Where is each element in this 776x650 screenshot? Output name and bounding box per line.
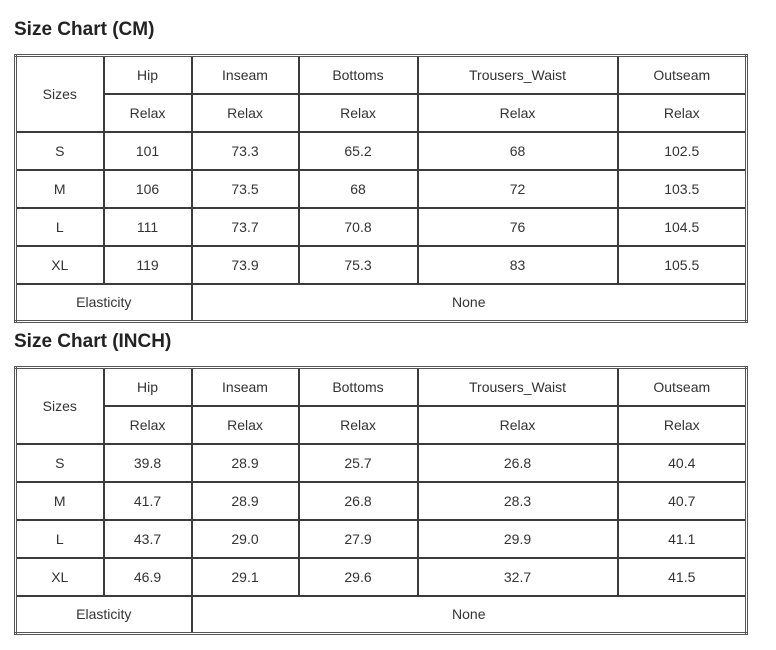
size-chart-cm-section (14, 18, 711, 311)
table-row (16, 444, 747, 482)
header-bottoms: Bottoms (299, 368, 418, 406)
subheader-relax: Relax (418, 94, 618, 132)
elasticity-label: Elasticity (16, 284, 192, 322)
bottoms-cell: 65.2 (299, 132, 418, 170)
header-sizes: Sizes (16, 56, 104, 132)
table-subheader-row (16, 94, 747, 132)
size-chart-inch-title: Size Chart (INCH) (14, 331, 172, 352)
inseam-cell: 28.9 (192, 482, 299, 520)
header-inseam: Inseam (192, 368, 299, 406)
size-cell: L (16, 520, 104, 558)
size-chart-cm-title: Size Chart (CM) (14, 19, 155, 40)
trousers-waist-cell: 26.8 (418, 444, 618, 482)
outseam-cell: 41.5 (618, 558, 747, 596)
elasticity-value: None (192, 284, 747, 322)
outseam-cell: 102.5 (618, 132, 747, 170)
subheader-relax: Relax (192, 94, 299, 132)
trousers-waist-cell: 68 (418, 132, 618, 170)
outseam-cell: 103.5 (618, 170, 747, 208)
subheader-relax: Relax (618, 94, 747, 132)
hip-cell: 46.9 (104, 558, 192, 596)
size-cell: M (16, 482, 104, 520)
elasticity-label: Elasticity (16, 596, 192, 634)
header-trousers-waist: Trousers_Waist (418, 56, 618, 94)
table-row (16, 132, 747, 170)
subheader-relax: Relax (104, 406, 192, 444)
elasticity-value: None (192, 596, 747, 634)
outseam-cell: 105.5 (618, 246, 747, 284)
elasticity-row (16, 284, 747, 322)
table-header-row (16, 368, 747, 406)
bottoms-cell: 29.6 (299, 558, 418, 596)
size-cell: M (16, 170, 104, 208)
trousers-waist-cell: 32.7 (418, 558, 618, 596)
bottoms-cell: 75.3 (299, 246, 418, 284)
trousers-waist-cell: 29.9 (418, 520, 618, 558)
subheader-relax: Relax (299, 94, 418, 132)
outseam-cell: 40.4 (618, 444, 747, 482)
hip-cell: 101 (104, 132, 192, 170)
size-chart-cm-table (14, 54, 748, 323)
header-bottoms: Bottoms (299, 56, 418, 94)
inseam-cell: 73.9 (192, 246, 299, 284)
trousers-waist-cell: 83 (418, 246, 618, 284)
bottoms-cell: 70.8 (299, 208, 418, 246)
trousers-waist-cell: 76 (418, 208, 618, 246)
subheader-relax: Relax (104, 94, 192, 132)
subheader-relax: Relax (192, 406, 299, 444)
table-row (16, 208, 747, 246)
size-chart-inch-section (14, 330, 711, 623)
header-outseam: Outseam (618, 368, 747, 406)
table-row (16, 482, 747, 520)
header-hip: Hip (104, 368, 192, 406)
size-chart-inch-table (14, 366, 748, 635)
inseam-cell: 28.9 (192, 444, 299, 482)
table-header-row (16, 56, 747, 94)
table-row (16, 558, 747, 596)
inseam-cell: 73.3 (192, 132, 299, 170)
size-cell: L (16, 208, 104, 246)
header-hip: Hip (104, 56, 192, 94)
hip-cell: 39.8 (104, 444, 192, 482)
inseam-cell: 29.1 (192, 558, 299, 596)
bottoms-cell: 25.7 (299, 444, 418, 482)
header-inseam: Inseam (192, 56, 299, 94)
trousers-waist-cell: 72 (418, 170, 618, 208)
subheader-relax: Relax (618, 406, 747, 444)
table-row (16, 246, 747, 284)
table-row (16, 170, 747, 208)
table-subheader-row (16, 406, 747, 444)
hip-cell: 111 (104, 208, 192, 246)
outseam-cell: 104.5 (618, 208, 747, 246)
size-cell: S (16, 132, 104, 170)
subheader-relax: Relax (299, 406, 418, 444)
header-trousers-waist: Trousers_Waist (418, 368, 618, 406)
bottoms-cell: 27.9 (299, 520, 418, 558)
inseam-cell: 73.5 (192, 170, 299, 208)
size-cell: XL (16, 558, 104, 596)
bottoms-cell: 26.8 (299, 482, 418, 520)
hip-cell: 41.7 (104, 482, 192, 520)
hip-cell: 43.7 (104, 520, 192, 558)
inseam-cell: 73.7 (192, 208, 299, 246)
trousers-waist-cell: 28.3 (418, 482, 618, 520)
header-sizes: Sizes (16, 368, 104, 444)
elasticity-row (16, 596, 747, 634)
size-cell: XL (16, 246, 104, 284)
bottoms-cell: 68 (299, 170, 418, 208)
hip-cell: 106 (104, 170, 192, 208)
size-cell: S (16, 444, 104, 482)
header-outseam: Outseam (618, 56, 747, 94)
outseam-cell: 41.1 (618, 520, 747, 558)
hip-cell: 119 (104, 246, 192, 284)
outseam-cell: 40.7 (618, 482, 747, 520)
inseam-cell: 29.0 (192, 520, 299, 558)
table-row (16, 520, 747, 558)
subheader-relax: Relax (418, 406, 618, 444)
